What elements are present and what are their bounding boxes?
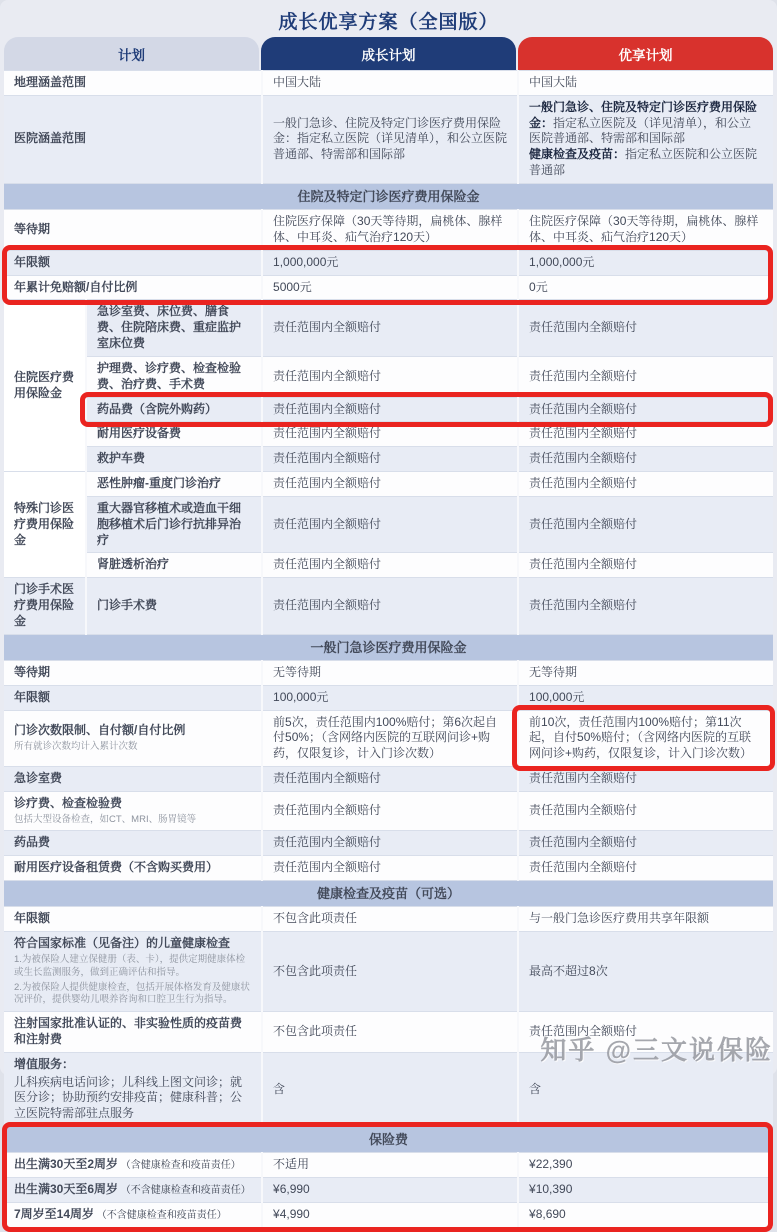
row-label	[86, 300, 262, 356]
row-label-text: 急诊室费	[14, 770, 63, 785]
group-label: 住院医疗费用保险金	[4, 300, 86, 472]
table-row	[4, 1153, 773, 1178]
row-label	[4, 660, 262, 685]
premium-plan-value: 责任范围内全额赔付	[518, 300, 773, 356]
table-row	[4, 791, 773, 831]
row-label-text: 诊疗费、检查检验费	[14, 795, 123, 810]
premium-plan-value: 责任范围内全额赔付	[518, 856, 773, 881]
premium-plan-value: 责任范围内全额赔付	[518, 472, 773, 497]
section-header-row	[4, 183, 773, 209]
table-row	[4, 831, 773, 856]
row-label-text: 肾脏透析治疗	[97, 557, 170, 572]
table-row	[4, 1202, 773, 1226]
premium-plan-value	[518, 95, 773, 183]
row-label	[4, 856, 262, 881]
row-label-note: （含健康检查和疫苗责任）	[118, 1160, 241, 1172]
growth-plan-value: 责任范围内全额赔付	[262, 831, 518, 856]
premium-plan-value: 100,000元	[518, 685, 773, 710]
row-label-text: 恶性肿瘤-重度门诊治疗	[97, 476, 221, 491]
row-label	[86, 553, 262, 578]
row-label-text: 出生满30天至2周岁	[14, 1157, 119, 1172]
row-label-text: 护理费、诊疗费、检查检验费、治疗费、手术费	[97, 360, 242, 391]
table-row	[4, 472, 773, 497]
premium-plan-value: 责任范围内全额赔付	[518, 397, 773, 422]
row-label-text: 门诊手术费	[97, 598, 158, 613]
plan-header-row	[4, 37, 773, 70]
row-label-text: 等待期	[14, 664, 51, 679]
row-label-text: 增值服务：	[14, 1056, 75, 1071]
table-row	[4, 856, 773, 881]
section-header-row	[4, 1127, 773, 1153]
row-label-note: （不含健康检查和疫苗责任）	[118, 1185, 251, 1197]
premium-plan-value: 责任范围内全额赔付	[518, 447, 773, 472]
section-header: 一般门急诊医疗费用保险金	[4, 634, 773, 660]
table-row	[4, 71, 773, 96]
row-label-text: 药品费（含院外购药）	[97, 401, 218, 416]
row-label	[4, 932, 262, 1012]
row-label-text: 年累计免赔额/自付比例	[14, 279, 138, 294]
row-label-text: 救护车费	[97, 451, 146, 466]
table-row	[4, 553, 773, 578]
row-label	[86, 578, 262, 634]
row-label	[4, 710, 262, 766]
row-label-text: 医院涵盖范围	[14, 131, 87, 146]
premium-plan-value: 责任范围内全额赔付	[518, 553, 773, 578]
premium-plan-value: 责任范围内全额赔付	[518, 496, 773, 552]
page-title: 成长优享方案（全国版）	[278, 12, 499, 33]
table-row	[4, 356, 773, 397]
growth-plan-value: 责任范围内全额赔付	[262, 300, 518, 356]
row-label	[4, 766, 262, 791]
row-label	[4, 95, 262, 183]
growth-plan-value: 中国大陆	[262, 71, 518, 96]
section-header: 住院及特定门诊医疗费用保险金	[4, 183, 773, 209]
premium-plan-value: 责任范围内全额赔付	[518, 791, 773, 831]
row-label	[4, 71, 262, 96]
row-label-text: 重大器官移植术或造血干细胞移植术后门诊行抗排异治疗	[97, 500, 242, 547]
row-label-subtext: 包括大型设备检查，如CT、MRI、肠胃镜等	[14, 813, 197, 825]
premium-plan-value: ¥10,390	[518, 1178, 773, 1203]
premium-plan-value: 中国大陆	[518, 71, 773, 96]
table-row	[4, 422, 773, 447]
table-row	[4, 932, 773, 1012]
premium-plan-value: 责任范围内全额赔付	[518, 578, 773, 634]
growth-plan-value: 住院医疗保障（30天等待期，扁桃体、腺样体、中耳炎、疝气治疗120天）	[262, 210, 518, 251]
row-label	[86, 447, 262, 472]
row-label-subtext: 1.为被保险人建立保健册（表、卡），提供定期健康体检或生长监测服务，做到正确评估和指导。	[14, 953, 246, 978]
growth-plan-value: 责任范围内全额赔付	[262, 578, 518, 634]
section-header-row	[4, 634, 773, 660]
premium-plan-value: 责任范围内全额赔付	[518, 831, 773, 856]
row-label-text: 等待期	[14, 222, 51, 237]
table-row	[4, 447, 773, 472]
row-label-subtext: 所有就诊次数均计入累计次数	[14, 740, 138, 752]
premium-plan-value: 住院医疗保障（30天等待期，扁桃体、腺样体、中耳炎、疝气治疗120天）	[518, 210, 773, 251]
section-header: 健康检查及疫苗（可选）	[4, 881, 773, 907]
row-label	[4, 1012, 262, 1053]
growth-plan-value: ¥4,990	[262, 1202, 518, 1226]
growth-plan-value: 责任范围内全额赔付	[262, 856, 518, 881]
table-row	[4, 496, 773, 552]
row-label	[86, 472, 262, 497]
premium-plan-value: 责任范围内全额赔付	[518, 356, 773, 397]
row-label	[4, 1153, 262, 1178]
growth-plan-value: 不包含此项责任	[262, 932, 518, 1012]
growth-plan-value: 不包含此项责任	[262, 907, 518, 932]
row-label-text: 7周岁至14周岁	[14, 1206, 95, 1221]
table-row	[4, 210, 773, 251]
growth-plan-value: 含	[262, 1052, 518, 1126]
text-segment: 指定私立医院及（详见清单），和公立医院普通部、特需部和国际部	[529, 115, 752, 146]
table-row	[4, 95, 773, 183]
row-label	[4, 275, 262, 300]
row-label-text: 地理涵盖范围	[14, 75, 87, 89]
text-segment: 健康检查及疫苗：	[529, 147, 626, 162]
growth-plan-value: 前5次，责任范围内100%赔付；第6次起自付50%；（含网络内医院的互联网问诊+购药，仅限复诊，计入门诊次数）	[262, 710, 518, 766]
premium-plan-value: ¥22,390	[518, 1153, 773, 1178]
row-label	[4, 1178, 262, 1203]
premium-plan-header: 优享计划	[518, 37, 773, 70]
table-row	[4, 300, 773, 356]
growth-plan-value: 责任范围内全额赔付	[262, 496, 518, 552]
table-row	[4, 685, 773, 710]
growth-plan-value: 责任范围内全额赔付	[262, 422, 518, 447]
row-label-text: 耐用医疗设备租赁费（不含购买费用）	[14, 860, 219, 875]
premium-plan-value: 含	[518, 1052, 773, 1126]
premium-plan-value: ¥8,690	[518, 1202, 773, 1226]
growth-plan-value: 责任范围内全额赔付	[262, 447, 518, 472]
row-label-text: 年限额	[14, 689, 51, 704]
growth-plan-header: 成长计划	[261, 37, 516, 70]
table-row	[4, 660, 773, 685]
growth-plan-value: 100,000元	[262, 685, 518, 710]
row-label-text: 注射国家批准认证的、非实验性质的疫苗费和注射费	[14, 1016, 243, 1046]
table-row	[4, 907, 773, 932]
table-row	[4, 578, 773, 634]
growth-plan-value: 无等待期	[262, 660, 518, 685]
watermark: 知乎 @三文说保险	[540, 1035, 773, 1065]
growth-plan-value: ¥6,990	[262, 1178, 518, 1203]
growth-plan-value: 责任范围内全额赔付	[262, 553, 518, 578]
premium-plan-value: 最高不超过8次	[518, 932, 773, 1012]
row-label-subtext: 儿科疾病电话问诊；儿科线上图文问诊；就医分诊；协助预约安排疫苗；健康科普；公立医院特需部驻点服务	[14, 1074, 243, 1121]
text-segment: 一般门急诊、住院及特定门诊医疗费用保险金：	[529, 99, 758, 130]
row-label-text: 符合国家标准（见备注）的儿童健康检查	[14, 936, 231, 951]
row-label	[4, 907, 262, 932]
growth-plan-value: 一般门急诊、住院及特定门诊医疗费用保险金：指定私立医院（详见清单），和公立医院普通部、特需部和国际部	[262, 95, 518, 183]
row-label	[86, 356, 262, 397]
row-label	[4, 831, 262, 856]
row-label	[4, 1202, 262, 1226]
table-row	[4, 710, 773, 766]
row-label	[4, 250, 262, 275]
premium-plan-value: 无等待期	[518, 660, 773, 685]
growth-plan-value: 不适用	[262, 1153, 518, 1178]
row-label-text: 门诊次数限制、自付额/自付比例	[14, 722, 186, 737]
table-row	[4, 1178, 773, 1203]
premium-plan-value: 责任范围内全额赔付	[518, 766, 773, 791]
row-label	[86, 496, 262, 552]
row-label-note: （不含健康检查和疫苗责任）	[94, 1209, 227, 1221]
plan-column-header: 计划	[4, 37, 259, 70]
group-label: 门诊手术医疗费用保险金	[4, 578, 86, 634]
row-label	[86, 422, 262, 447]
text-segment: 指定私立医院和公立医院普通部	[529, 147, 758, 178]
row-label	[4, 791, 262, 831]
table-row	[4, 766, 773, 791]
row-label-subtext: 2.为被保险人提供健康检查，包括开展体格发育及健康状况评价，提供婴幼儿喂养咨询和口腔卫生行为指导。	[14, 981, 250, 1006]
table-row	[4, 275, 773, 300]
premium-plan-value: 1,000,000元	[518, 250, 773, 275]
row-label-text: 年限额	[14, 254, 51, 269]
row-label	[4, 1052, 262, 1126]
premium-plan-value: 前10次，责任范围内100%赔付；第11次起，自付50%赔付；（含网络内医院的互联网问诊+购药，仅限复诊，计入门诊次数）	[518, 710, 773, 766]
section-header: 保险费	[4, 1127, 773, 1153]
growth-plan-value: 责任范围内全额赔付	[262, 356, 518, 397]
premium-plan-value: 责任范围内全额赔付	[518, 422, 773, 447]
premium-plan-value: 0元	[518, 275, 773, 300]
row-label	[4, 685, 262, 710]
growth-plan-value: 责任范围内全额赔付	[262, 766, 518, 791]
table-row	[4, 397, 773, 422]
premium-plan-value: 责任范围内全额赔付	[518, 1012, 773, 1053]
row-label-text: 耐用医疗设备费	[97, 426, 182, 441]
row-label-text: 急诊室费、床位费、膳食费、住院陪床费、重症监护室床位费	[97, 304, 242, 351]
growth-plan-value: 1,000,000元	[262, 250, 518, 275]
growth-plan-value: 责任范围内全额赔付	[262, 472, 518, 497]
table-row	[4, 250, 773, 275]
row-label	[86, 397, 262, 422]
group-label: 特殊门诊医疗费用保险金	[4, 472, 86, 578]
growth-plan-value: 5000元	[262, 275, 518, 300]
row-label-text: 药品费	[14, 835, 51, 850]
growth-plan-value: 责任范围内全额赔付	[262, 791, 518, 831]
section-header-row	[4, 881, 773, 907]
row-label-text: 年限额	[14, 911, 51, 926]
growth-plan-value: 责任范围内全额赔付	[262, 397, 518, 422]
row-label-text: 出生满30天至6周岁	[14, 1182, 119, 1197]
growth-plan-value: 不包含此项责任	[262, 1012, 518, 1053]
row-label	[4, 210, 262, 251]
premium-plan-value: 与一般门急诊医疗费用共享年限额	[518, 907, 773, 932]
